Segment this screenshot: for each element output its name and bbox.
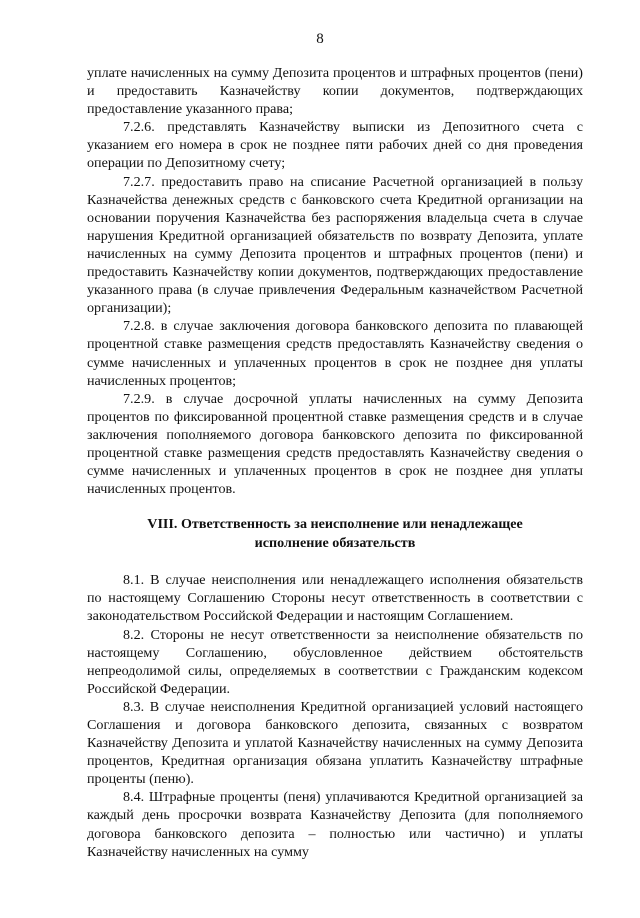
section-heading-line-2: исполнение обязательств [254,535,416,552]
paragraph: 8.3. В случае неисполнения Кредитной организацией условий настоящего Соглашения и договора банковского депозита, связанных с возвратом Казначейству Депозита и уплатой Казначейству начисленных на сумму Депозита процентов, Кредитная организация обязана уплатить Казначейству штрафные проценты (пеню). [87,698,583,788]
paragraph: 7.2.7. предоставить право на списание Расчетной организацией в пользу Казначейства денежных средств с банковского счета Кредитной организации на основании поручения Казначейства без распоряжения владельца счета в случае нарушения Кредитной организацией обязательств по возврату Депозита, уплате начисленных на сумму Депозита процентов и штрафных процентов (пени) и предоставить Казначейству копии документов, подтверждающих предоставление указанного права (в случае привлечения Федеральным казначейством Расчетной организации); [87,173,583,317]
paragraphs-after [87,571,583,861]
paragraphs-before [87,64,583,498]
page-number: 8 [316,31,324,47]
paragraph: 7.2.8. в случае заключения договора банковского депозита по плавающей процентной ставке размещения средств предоставлять Казначейству сведения о сумме начисленных и уплаченных процентов в срок не позднее дня уплаты начисленных процентов; [87,318,583,389]
section-heading [87,515,583,553]
paragraph: 8.2. Стороны не несут ответственности за неисполнение обязательств по настоящему Соглашению, обусловленное действием обстоятельств непреодолимой силы, определяемых в соответствии с Гражданским кодексом Российской Федерации. [87,626,583,697]
section-heading-line-1: VIII. Ответственность за неисполнение или ненадлежащее [147,516,523,533]
paragraph: 7.2.6. представлять Казначейству выписки из Депозитного счета с указанием его номера в срок не позднее пяти рабочих дней со дня проведения операции по Депозитному счету; [87,119,583,172]
paragraph: уплате начисленных на сумму Депозита процентов и штрафных процентов (пени) и предоставить Казначейству копии документов, подтверждающих предоставление указанного права; [87,65,583,118]
document-body [87,64,583,861]
paragraph: 7.2.9. в случае досрочной уплаты начисленных на сумму Депозита процентов по фиксированной процентной ставке размещения средств и в случае заключения пополняемого договора банковского депозита по фиксированной процентной ставке размещения средств предоставлять Казначейству сведения о сумме начисленных и уплаченных процентов в срок не позднее дня уплаты начисленных процентов. [87,390,583,498]
paragraph: 8.4. Штрафные проценты (пеня) уплачиваются Кредитной организацией за каждый день просрочки возврата Казначейству Депозита (для пополняемого договора банковского депозита – полностью или частично) и уплаты Казначейству начисленных на сумму [87,789,583,860]
paragraph: 8.1. В случае неисполнения или ненадлежащего исполнения обязательств по настоящему Соглашению Стороны несут ответственность в соответствии с законодательством Российской Федерации и настоящим Соглашением. [87,572,583,625]
